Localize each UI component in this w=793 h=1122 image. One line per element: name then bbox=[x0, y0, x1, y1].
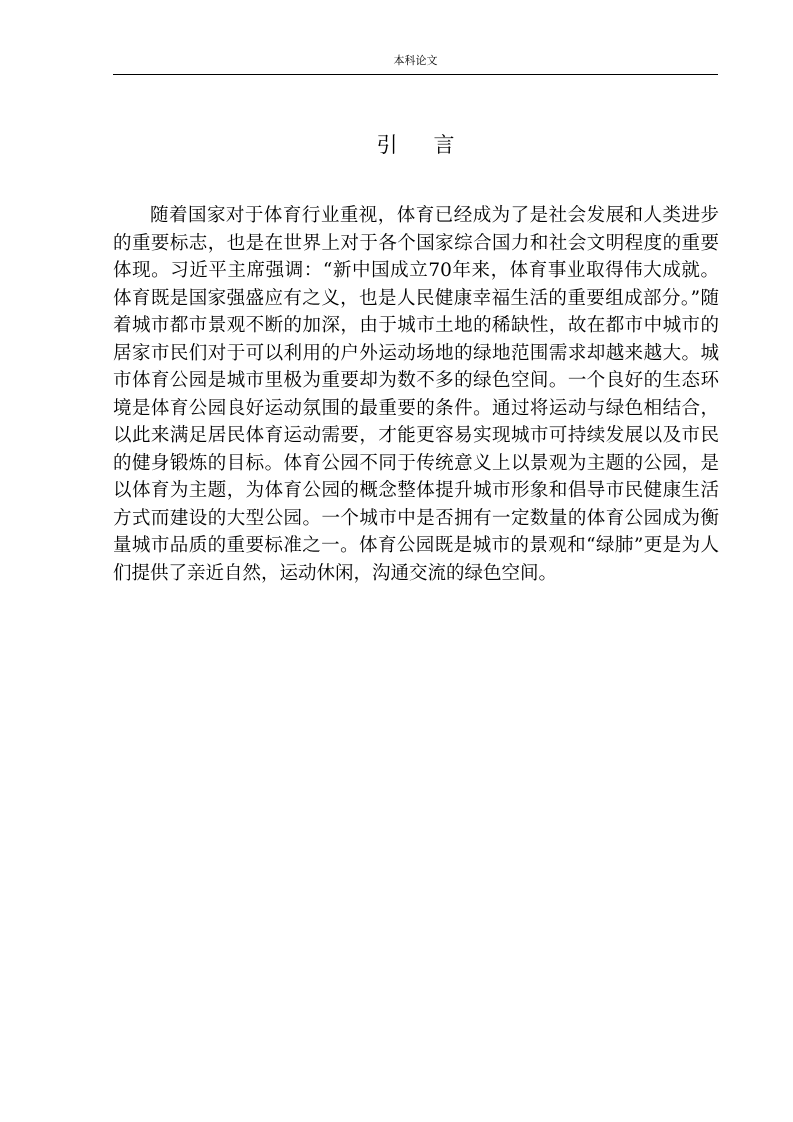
body-paragraph: 随着国家对于体育行业重视，体育已经成为了是社会发展和人类进步的重要标志，也是在世界上对于各个国家综合国力和社会文明程度的重要体现。习近平主席强调：“新中国成立70年来，体育事业取得伟大成就。体育既是国家强盛应有之义，也是人民健康幸福生活的重要组成部分。”随着城市都市景观不断的加深，由于城市土地的稀缺性，故在都市中城市的居家市民们对于可以利用的户外运动场地的绿地范围需求却越来越大。城市体育公园是城市里极为重要却为数不多的绿色空间。一个良好的生态环境是体育公园良好运动氛围的最重要的条件。通过将运动与绿色相结合，以此来满足居民体育运动需要，才能更容易实现城市可持续发展以及市民的健身锻炼的目标。体育公园不同于传统意义上以景观为主题的公园，是以体育为主题，为体育公园的概念整体提升城市形象和倡导市民健康生活方式而建设的大型公园。一个城市中是否拥有一定数量的体育公园成为衡量城市品质的重要标准之一。体育公园既是城市的景观和“绿肺”更是为人们提供了亲近自然，运动休闲，沟通交流的绿色空间。 bbox=[113, 205, 719, 584]
running-header-title: 本科论文 bbox=[393, 54, 438, 67]
section-heading: 引言 bbox=[376, 133, 491, 157]
running-header bbox=[113, 52, 718, 75]
